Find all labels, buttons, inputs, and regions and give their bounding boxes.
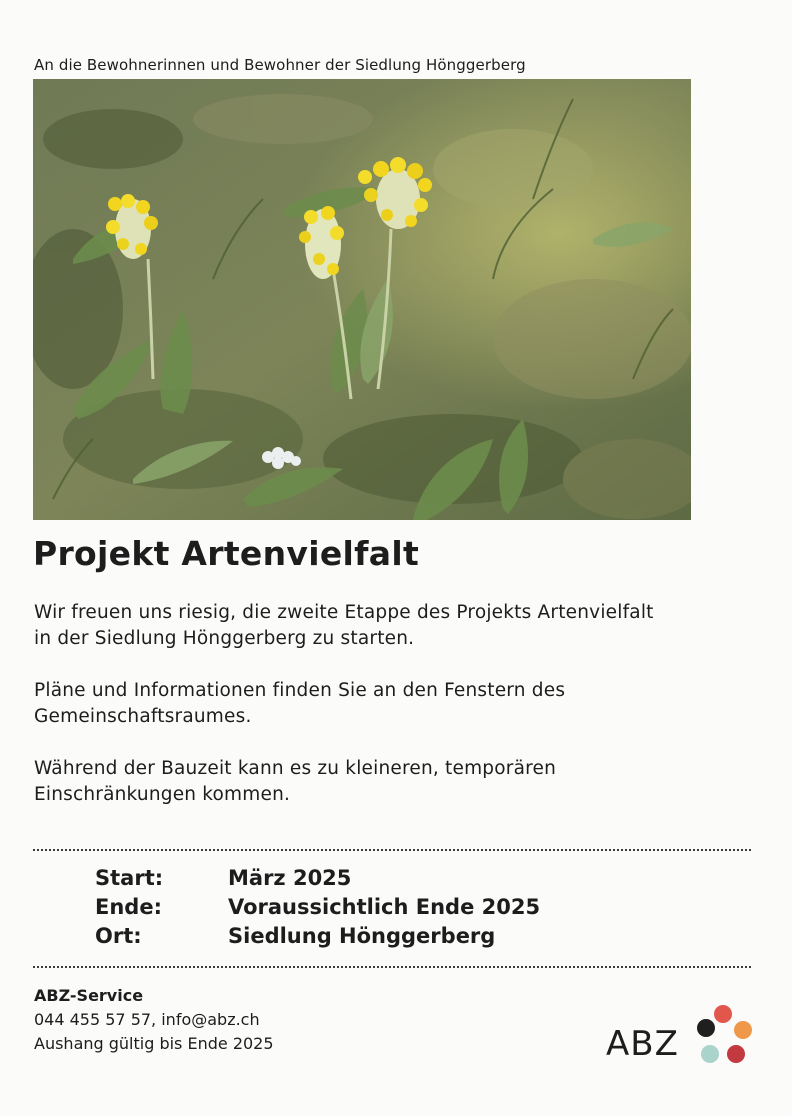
paragraph-line: Wir freuen uns riesig, die zweite Etappe des Projekts Artenvielfalt	[34, 602, 654, 623]
detail-label: Ende:	[95, 895, 162, 919]
project-details	[95, 864, 540, 951]
detail-value: Siedlung Hönggerberg	[228, 924, 496, 948]
detail-row-location	[95, 922, 540, 951]
logo-dot	[697, 1019, 715, 1037]
footer-contact-line: 044 455 57 57, info@abz.ch	[34, 1010, 260, 1029]
detail-label: Start:	[95, 866, 164, 890]
detail-row-start	[95, 864, 540, 893]
cowslip-photo	[33, 79, 691, 520]
logo-dot	[714, 1005, 732, 1023]
paragraph-line: Einschränkungen kommen.	[34, 784, 291, 805]
dotted-divider	[33, 849, 751, 851]
detail-label: Ort:	[95, 924, 142, 948]
logo-text: ABZ	[606, 1024, 679, 1064]
paragraph-line: Während der Bauzeit kann es zu kleineren, temporären	[34, 758, 557, 779]
logo-dot	[734, 1021, 752, 1039]
paragraph-line: Gemeinschaftsraumes.	[34, 706, 252, 727]
paragraph-line: Pläne und Informationen finden Sie an den Fenstern des	[34, 680, 566, 701]
logo-dot	[727, 1045, 745, 1063]
logo-dot	[701, 1045, 719, 1063]
footer-org: ABZ-Service	[34, 986, 144, 1005]
info-paragraph	[34, 678, 764, 730]
dotted-divider	[33, 966, 751, 968]
page-title: Projekt Artenvielfalt	[33, 534, 420, 573]
footer-contact	[34, 984, 274, 1056]
addressee-line: An die Bewohnerinnen und Bewohner der Siedlung Hönggerberg	[34, 56, 526, 74]
intro-paragraph	[34, 600, 764, 652]
notice-paragraph	[34, 756, 764, 808]
footer-validity: Aushang gültig bis Ende 2025	[34, 1034, 274, 1053]
logo-dots-icon	[688, 1000, 758, 1070]
paragraph-line: in der Siedlung Hönggerberg zu starten.	[34, 628, 415, 649]
abz-logo	[606, 1000, 766, 1070]
detail-value: März 2025	[228, 866, 352, 890]
detail-value: Voraussichtlich Ende 2025	[228, 895, 541, 919]
detail-row-end	[95, 893, 540, 922]
